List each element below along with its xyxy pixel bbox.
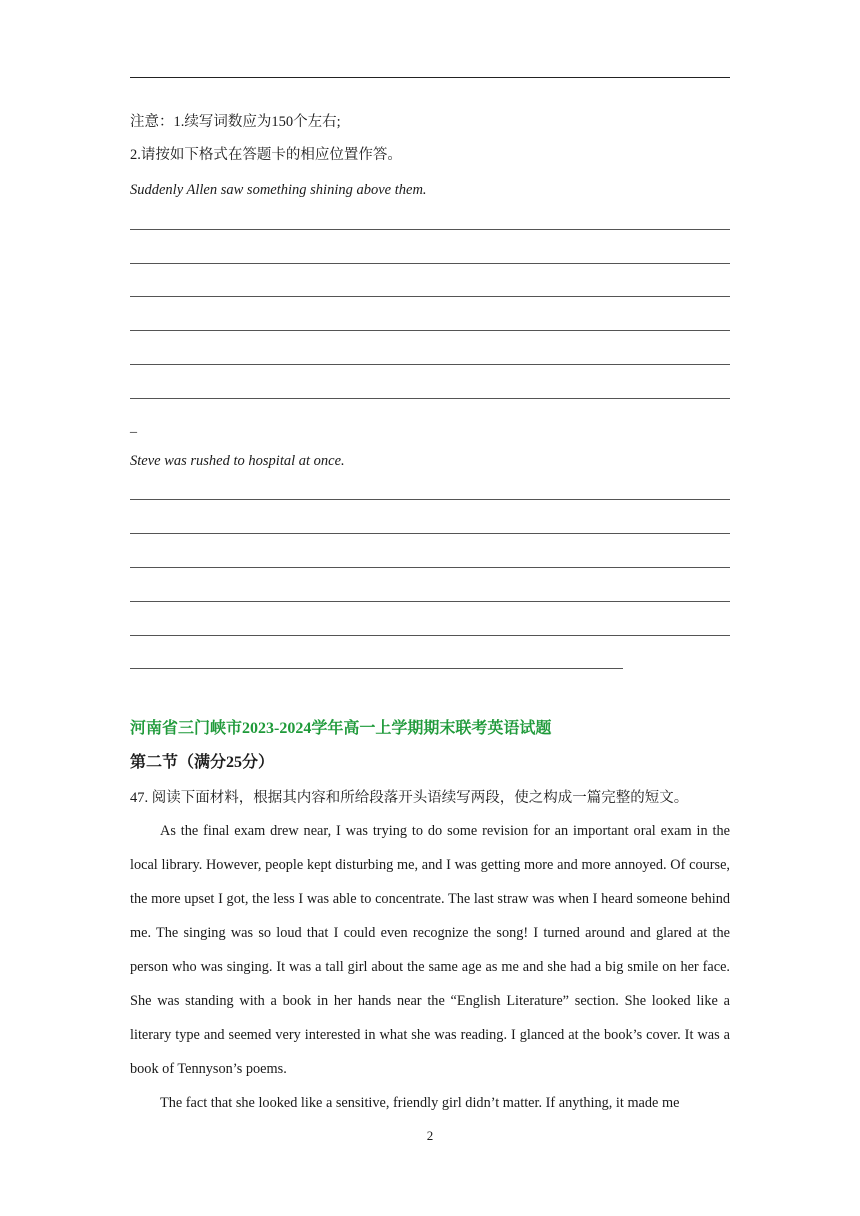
question-instruction: 47. 阅读下面材料，根据其内容和所给段落开头语续写两段，使之构成一篇完整的短文。 (130, 790, 689, 806)
answer-line (130, 601, 730, 602)
note-word-count: 注意：1.续写词数应为150个左右; (130, 114, 341, 130)
answer-line (130, 330, 730, 331)
exam-source-title: 河南省三门峡市2023-2024学年高一上学期期末联考英语试题 (130, 720, 552, 737)
answer-line (130, 364, 730, 365)
note-answer-format: 2.请按如下格式在答题卡的相应位置作答。 (130, 147, 402, 163)
answer-line (130, 635, 730, 636)
reading-passage (130, 814, 730, 1120)
answer-line (130, 398, 730, 399)
answer-line (130, 263, 730, 264)
answer-line (130, 668, 623, 669)
passage-paragraph-2: The fact that she looked like a sensitive, friendly girl didn’t matter. If anything, it made me (160, 1095, 680, 1111)
continuation-prompt-2: Steve was rushed to hospital at once. (130, 453, 345, 469)
answer-line (130, 499, 730, 500)
header-rule (130, 77, 730, 78)
answer-line (130, 533, 730, 534)
section-title: 第二节（满分25分） (130, 754, 275, 771)
continuation-prompt-1: Suddenly Allen saw something shining above them. (130, 182, 427, 198)
answer-line (130, 567, 730, 568)
answer-line (130, 229, 730, 230)
answer-line (130, 296, 730, 297)
passage-paragraph-1: As the final exam drew near, I was trying to do some revision for an important oral exam in the local library. However, people kept disturbing me, and I was getting more and more annoyed. Of course, the more upset I got, the less I was able to concentrate. The last straw was when I heard someone behind me. The singing was so loud that I could even recognize the song! I turned around and glared at the person who was singing. It was a tall girl about the same age as me and she had a big smile on her face. She was standing with a book in her hands near the “English Literature” section. She looked like a literary type and seemed very interested in what she was reading. I glanced at the book’s cover. It was a book of Tennyson’s poems. (130, 823, 730, 1077)
page-number: 2 (426, 1128, 434, 1143)
stray-underscore: _ (130, 420, 137, 435)
